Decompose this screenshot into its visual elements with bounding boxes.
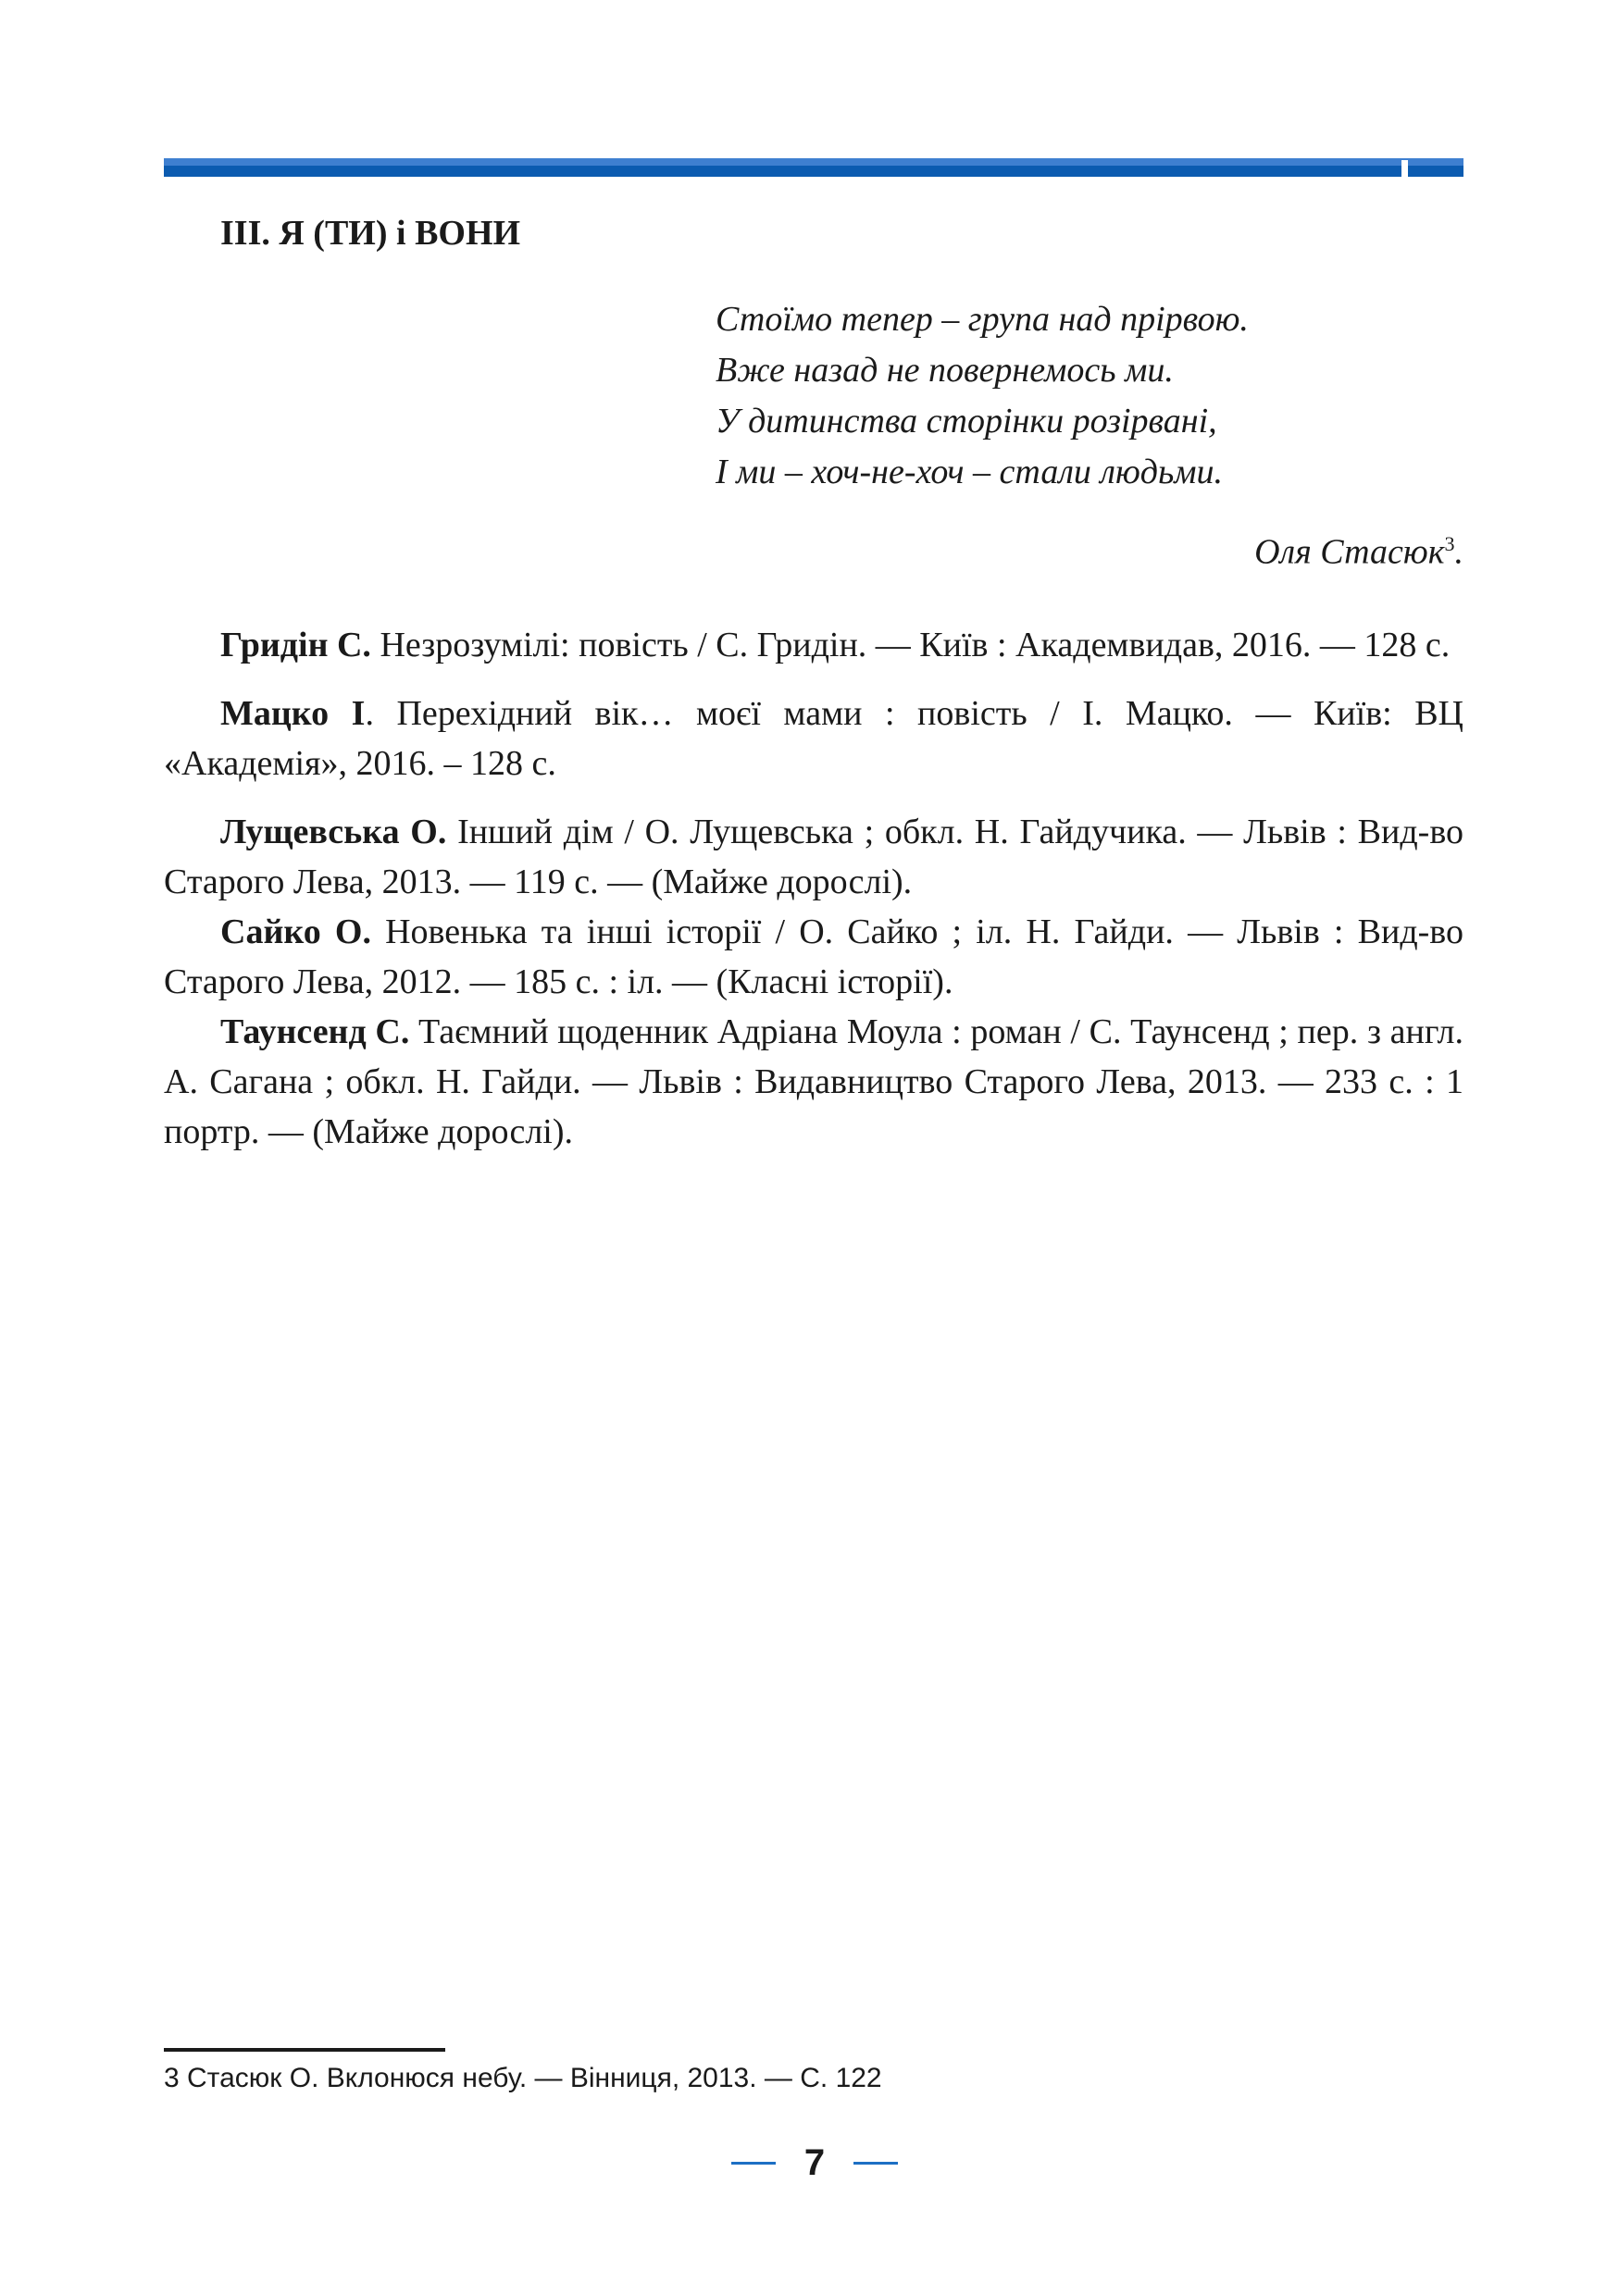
bibliography-entry: [164, 907, 1463, 1007]
footnote-reference: 3: [1444, 532, 1455, 555]
bibliography-entry: [164, 1007, 1463, 1157]
epigraph-line: І ми – хоч-не-хоч – стали людьми.: [716, 453, 1224, 491]
entry-author: Лущевська О.: [220, 813, 447, 851]
epigraph-author-name: Оля Стасюк: [1254, 532, 1445, 572]
epigraph-author: [1254, 518, 1463, 578]
epigraph: [716, 294, 1463, 572]
bibliography-entry: [164, 807, 1463, 907]
header-band-dark: [164, 166, 1463, 177]
page-number: 7: [803, 2142, 826, 2183]
entry-text: Інший дім / О. Лущевська ; обкл. Н. Гайдучика. — Львів : Вид-во Старого Лева, 2013. — 119 с. — (Майже дорослі).: [164, 813, 1463, 901]
header-color-band: [164, 158, 1463, 177]
bibliography-list: [164, 620, 1463, 1157]
header-band-light: [164, 158, 1463, 166]
header-band-notch: [1401, 160, 1408, 177]
epigraph-line: Вже назад не повернемось ми.: [716, 351, 1174, 390]
epigraph-line: У дитинства сторінки розірвані,: [716, 402, 1217, 441]
entry-text: Новенька та інші історії / О. Сайко ; іл. Н. Гайди. — Львів : Вид-во Старого Лева, 2012. — 185 с. : іл. — (Класні історії).: [164, 912, 1463, 1001]
page-number-dash-right: [853, 2162, 898, 2165]
entry-author: Сайко О.: [220, 912, 371, 951]
entry-author: Таунсенд С.: [220, 1012, 410, 1051]
epigraph-author-end: .: [1454, 532, 1463, 572]
entry-author: Мацко І: [220, 694, 366, 733]
bibliography-entry: [164, 689, 1463, 788]
entry-text: . Перехідний вік… моєї мами : повість / І. Мацко. — Київ: ВЦ «Академія», 2016. – 128 с.: [164, 694, 1463, 783]
epigraph-line: Стоїмо тепер – група над прірвою.: [716, 300, 1249, 339]
bibliography-entry: [164, 620, 1463, 670]
page-number-block: [731, 2140, 898, 2186]
section-heading: ІІІ. Я (ТИ) і ВОНИ: [220, 214, 521, 253]
entry-author: Гридін С.: [220, 626, 371, 664]
entry-text: Незрозумілі: повість / С. Гридін. — Київ : Академвидав, 2016. — 128 с.: [370, 626, 1451, 664]
entry-text: Таємний щоденник Адріана Моула : роман / С. Таунсенд ; пер. з англ. А. Сагана ; обкл. Н. Гайди. — Львів : Видавництво Старого Лева, 2013. — 233 с. : 1 портр. — (Майже дорослі).: [164, 1012, 1463, 1151]
footnote: 3 Стасюк О. Вклонюся небу. — Вінниця, 2013. — С. 122: [164, 2063, 882, 2093]
footnote-separator: [164, 2048, 445, 2052]
